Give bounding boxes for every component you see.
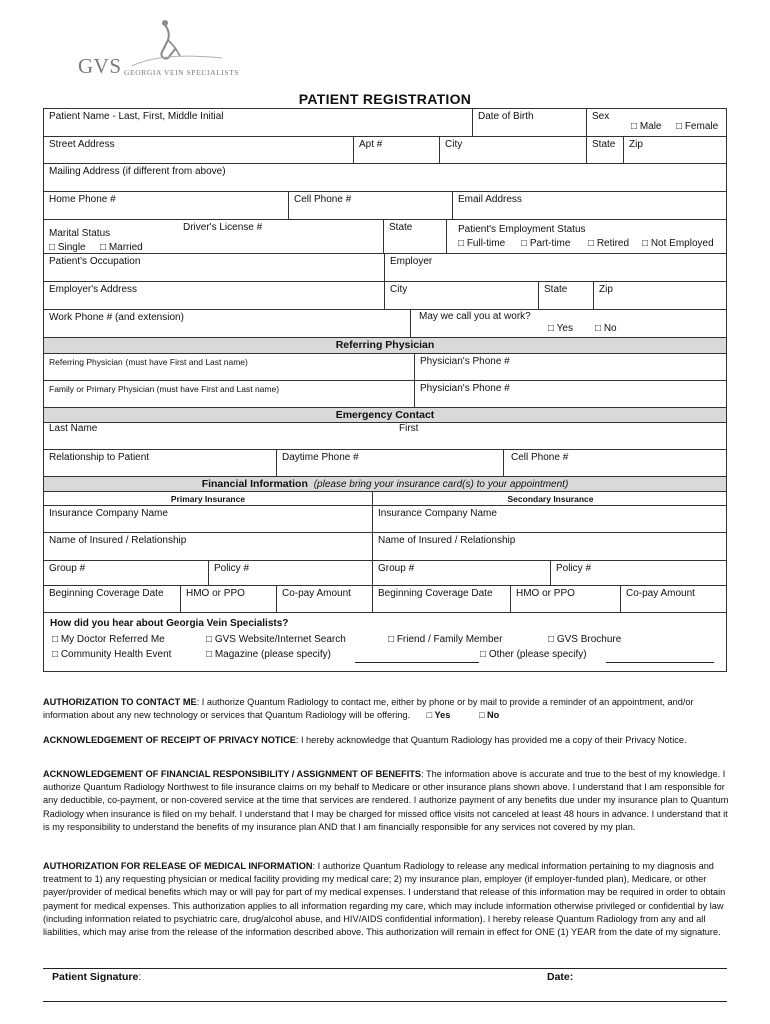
emergency-header-label: Emergency Contact <box>335 409 435 421</box>
financial-header <box>44 477 726 492</box>
work-phone-label: Work Phone # (and extension) <box>49 312 184 323</box>
full-time-checkbox[interactable]: □ Full-time <box>458 238 506 249</box>
row-address <box>44 137 726 164</box>
apt-field[interactable] <box>353 137 439 163</box>
row-group <box>44 561 726 586</box>
signature-line[interactable] <box>43 1001 727 1002</box>
daytime-phone-field[interactable] <box>276 450 503 476</box>
home-phone-field[interactable] <box>44 192 288 219</box>
secondary-policy-label: Policy # <box>556 563 592 574</box>
work-phone-field[interactable] <box>44 310 410 337</box>
emergency-last-field[interactable] <box>44 423 394 449</box>
signature-colon: : <box>138 971 142 983</box>
mailing-field[interactable] <box>44 164 728 191</box>
row-company <box>44 506 726 533</box>
primary-company-label: Insurance Company Name <box>49 508 168 519</box>
release-text: : I authorize Quantum Radiology to release any medical information pertaining to my diagnosis and treatment to 1) any requesting physician or medical facility providing my medical care; 2) my insurance plan, employer (if employer-funded plan), Medicare, or other payer/provider of medical benefits which may or will pay for part of my medical expenses. I understand that release of this information may be required in order to obtain payment for medical expenses. This authorization applies to all information regarding my care, which may include information otherwise privileged or confidential by law (including information related to psychiatric care, drug/alcohol abuse, and HIV/AIDS confidential information). I hereby release Quantum Radiology from any and all liabilities, which may arise from the release of the information described above. This authorization will remain in effect for ONE (1) YEAR from the date of my signature. <box>43 861 726 938</box>
email-label: Email Address <box>458 194 522 205</box>
primary-group-field[interactable] <box>44 561 208 585</box>
state-field[interactable] <box>586 137 623 163</box>
marital-field <box>44 220 178 253</box>
referring-note: (must have First and Last name) <box>125 357 248 367</box>
logo-text: GVS <box>78 54 122 78</box>
married-checkbox[interactable]: □ Married <box>100 242 143 253</box>
primary-insured-label: Name of Insured / Relationship <box>49 535 187 546</box>
secondary-insured-field[interactable] <box>372 533 728 560</box>
occupation-label: Patient's Occupation <box>49 256 141 267</box>
male-checkbox[interactable]: □ Male <box>631 121 662 132</box>
street-label: Street Address <box>49 139 115 150</box>
row-coverage <box>44 586 726 613</box>
primary-hmo-label: HMO or PPO <box>186 588 245 599</box>
family-field[interactable] <box>44 381 414 407</box>
secondary-coverage-label: Beginning Coverage Date <box>378 588 493 599</box>
row-mailing <box>44 164 726 192</box>
row-name <box>44 109 726 137</box>
row-occupation <box>44 254 726 282</box>
primary-insured-field[interactable] <box>44 533 372 560</box>
row-hear-about <box>44 613 726 671</box>
date-label: Date: <box>547 971 574 983</box>
employer-label: Employer <box>390 256 433 267</box>
emergency-cell-label: Cell Phone # <box>511 452 569 463</box>
home-phone-label: Home Phone # <box>49 194 116 205</box>
other-specify-line[interactable] <box>606 662 714 663</box>
license-field[interactable] <box>178 220 383 253</box>
hear-event-checkbox[interactable]: □ Community Health Event <box>52 649 172 660</box>
fin-title: ACKNOWLEDGEMENT OF FINANCIAL RESPONSIBILITY / ASSIGNMENT OF BENEFITS <box>43 769 422 779</box>
fin-text: : The information above is accurate and true to the best of my knowledge. I authorize Quantum Radiology Northwest to file insurance claims on my behalf to Medicare or other insurance plans shown above. I understand that I am responsible for any deductible, co-payment, or non-covered service at the time that services are rendered. I authorize payment of any benefits due under my insurance plan to Quantum Radiology when insurance is filed on my behalf. I understand that I may be charged for missed office visits not canceled at least 48 hours in advance. I understand that it is my responsibility to understand the benefits of my insurance plan AND that I am financially responsible for any services not covered by my plan. <box>43 769 729 832</box>
row-family <box>44 381 726 408</box>
privacy-text: : I hereby acknowledge that Quantum Radiology has provided me a copy of their Privacy Notice. <box>295 735 687 745</box>
secondary-policy-field[interactable] <box>550 561 728 585</box>
employer-state-field[interactable] <box>538 282 593 309</box>
secondary-copay-label: Co-pay Amount <box>626 588 695 599</box>
employer-zip-field[interactable] <box>593 282 728 309</box>
emergency-header <box>44 408 726 423</box>
may-call-field <box>410 310 728 337</box>
primary-policy-field[interactable] <box>208 561 372 585</box>
primary-coverage-field[interactable] <box>44 586 180 612</box>
not-employed-checkbox[interactable]: □ Not Employed <box>642 238 714 249</box>
marital-label: Marital Status <box>49 228 111 239</box>
referring-phone-label: Physician's Phone # <box>420 356 510 367</box>
primary-hmo-field[interactable] <box>180 586 276 612</box>
registration-form <box>43 108 727 672</box>
employer-city-label: City <box>390 284 408 295</box>
signature-top-line <box>43 968 727 969</box>
emergency-first-field[interactable] <box>394 423 728 449</box>
hear-doctor-checkbox[interactable]: □ My Doctor Referred Me <box>52 634 165 645</box>
occupation-field[interactable] <box>44 254 384 281</box>
relationship-field[interactable] <box>44 450 276 476</box>
referring-field[interactable] <box>44 354 414 380</box>
city-label: City <box>445 139 463 150</box>
primary-copay-field[interactable] <box>276 586 372 612</box>
primary-copay-label: Co-pay Amount <box>282 588 351 599</box>
email-field[interactable] <box>452 192 728 219</box>
logo-subtitle: GEORGIA VEIN SPECIALISTS <box>124 68 240 77</box>
call-no-checkbox[interactable]: □ No <box>595 323 617 334</box>
city-field[interactable] <box>439 137 586 163</box>
employer-city-field[interactable] <box>384 282 538 309</box>
family-phone-label: Physician's Phone # <box>420 383 510 394</box>
row-work-phone <box>44 310 726 338</box>
emergency-first-label: First <box>399 423 419 434</box>
release-title: AUTHORIZATION FOR RELEASE OF MEDICAL INFORMATION <box>43 861 313 871</box>
sex-field <box>586 109 728 136</box>
financial-responsibility-paragraph <box>43 768 733 834</box>
auth-text: : I authorize Quantum Radiology to contact me, either by phone or by mail to provide a reminder of an appointment, and/or information about any new technology or services that Quantum Radiology will be offering. <box>43 697 694 721</box>
secondary-company-label: Insurance Company Name <box>378 508 497 519</box>
emergency-cell-field[interactable] <box>503 450 728 476</box>
hear-question: How did you hear about Georgia Vein Specialists? <box>50 618 289 629</box>
authorization-contact-paragraph <box>43 696 733 722</box>
employment-label: Patient's Employment Status <box>458 224 586 235</box>
employer-address-field[interactable] <box>44 282 384 309</box>
secondary-insured-label: Name of Insured / Relationship <box>378 535 516 546</box>
patient-name-label: Patient Name - Last, First, Middle Initial <box>49 111 224 122</box>
emergency-last-label: Last Name <box>49 423 98 434</box>
primary-company-field[interactable] <box>44 506 372 532</box>
auth-yes-checkbox[interactable]: □ Yes <box>426 710 451 721</box>
sex-label: Sex <box>592 111 610 122</box>
call-yes-checkbox[interactable]: □ Yes <box>548 323 573 334</box>
row-referring <box>44 354 726 381</box>
hear-other-checkbox[interactable]: □ Other (please specify) <box>480 649 587 660</box>
relationship-label: Relationship to Patient <box>49 452 150 463</box>
zip-label: Zip <box>629 139 643 150</box>
patient-name-field[interactable] <box>44 109 472 136</box>
license-label: Driver's License # <box>183 222 263 233</box>
secondary-hmo-field[interactable] <box>510 586 620 612</box>
secondary-hmo-label: HMO or PPO <box>516 588 575 599</box>
referring-header-label: Referring Physician <box>335 339 435 351</box>
row-emergency-name <box>44 423 726 450</box>
row-employer-address <box>44 282 726 310</box>
family-phone-field[interactable] <box>414 381 728 407</box>
employer-state-label: State <box>544 284 568 295</box>
hear-magazine-checkbox[interactable]: □ Magazine (please specify) <box>206 649 331 660</box>
financial-header-label: Financial Information <box>201 478 308 490</box>
primary-insurance-header: Primary Insurance <box>170 494 246 504</box>
patient-signature-text: Patient Signature <box>52 971 139 983</box>
retired-checkbox[interactable]: □ Retired <box>588 238 630 249</box>
privacy-title: ACKNOWLEDGEMENT OF RECEIPT OF PRIVACY NOTICE <box>43 735 296 745</box>
zip-field[interactable] <box>623 137 728 163</box>
row-status <box>44 220 726 254</box>
gvs-logo <box>72 18 242 80</box>
daytime-phone-label: Daytime Phone # <box>282 452 359 463</box>
state-label: State <box>592 139 616 150</box>
cell-phone-field[interactable] <box>288 192 452 219</box>
release-paragraph <box>43 860 733 939</box>
hear-brochure-checkbox[interactable]: □ GVS Brochure <box>548 634 622 645</box>
license-state-label: State <box>389 222 413 233</box>
employer-zip-label: Zip <box>599 284 613 295</box>
auth-no-checkbox[interactable]: □ No <box>478 710 500 721</box>
secondary-copay-field[interactable] <box>620 586 728 612</box>
primary-coverage-label: Beginning Coverage Date <box>49 588 164 599</box>
secondary-coverage-field[interactable] <box>372 586 510 612</box>
auth-title: AUTHORIZATION TO CONTACT ME <box>43 697 197 707</box>
hear-friend-checkbox[interactable]: □ Friend / Family Member <box>388 634 503 645</box>
magazine-specify-line[interactable] <box>355 662 479 663</box>
row-phones <box>44 192 726 220</box>
privacy-paragraph <box>43 734 733 747</box>
female-checkbox[interactable]: □ Female <box>676 121 719 132</box>
part-time-checkbox[interactable]: □ Part-time <box>521 238 571 249</box>
dob-field[interactable] <box>472 109 586 136</box>
employer-address-label: Employer's Address <box>49 284 138 295</box>
secondary-company-field[interactable] <box>372 506 728 532</box>
primary-policy-label: Policy # <box>214 563 250 574</box>
dob-label: Date of Birth <box>478 111 534 122</box>
mailing-label: Mailing Address (if different from above) <box>49 166 226 177</box>
referring-header <box>44 338 726 354</box>
cell-phone-label: Cell Phone # <box>294 194 352 205</box>
row-insured <box>44 533 726 561</box>
row-emergency-phones <box>44 450 726 477</box>
primary-group-label: Group # <box>49 563 86 574</box>
hear-website-checkbox[interactable]: □ GVS Website/Internet Search <box>206 634 346 645</box>
financial-note: (please bring your insurance card(s) to your appointment) <box>313 479 569 490</box>
row-insurance-headers <box>44 492 726 506</box>
employer-field[interactable] <box>384 254 728 281</box>
patient-signature-label <box>52 971 141 983</box>
license-state-field[interactable] <box>383 220 446 253</box>
single-checkbox[interactable]: □ Single <box>49 242 86 253</box>
apt-label: Apt # <box>359 139 383 150</box>
referring-phone-field[interactable] <box>414 354 728 380</box>
employment-field <box>446 220 728 253</box>
secondary-insurance-header: Secondary Insurance <box>372 492 728 505</box>
referring-label: Referring Physician <box>49 357 123 367</box>
street-field[interactable] <box>44 137 353 163</box>
may-call-label: May we call you at work? <box>419 311 531 322</box>
page-title: PATIENT REGISTRATION <box>298 91 472 107</box>
family-label: Family or Primary Physician (must have First and Last name) <box>49 384 280 394</box>
secondary-group-field[interactable] <box>372 561 550 585</box>
secondary-group-label: Group # <box>378 563 415 574</box>
